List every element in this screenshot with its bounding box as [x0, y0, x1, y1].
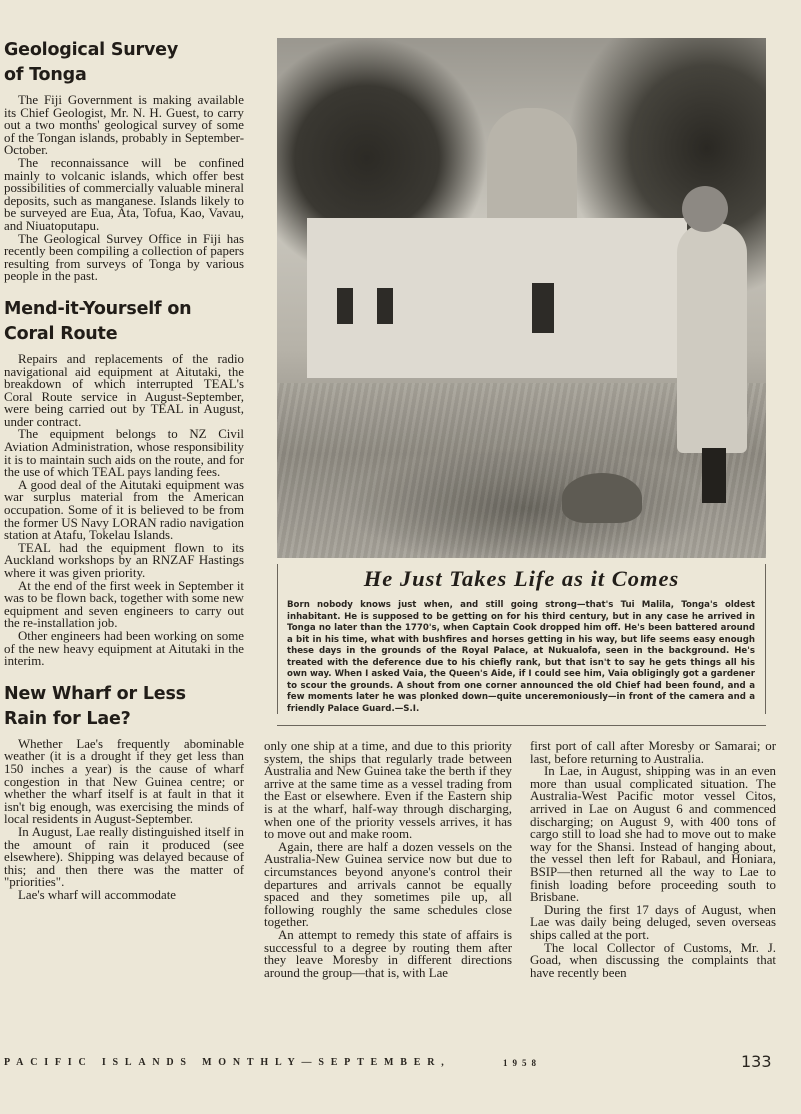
caption-text: Born nobody knows just when, and still going strong—that's Tui Malila, Tonga's oldest inhabitant. He is supposed to be getting on for his third century, but in any case he arrived in Tonga no later than the 1770's, when Captain Cook dropped him off. He's been battered around a bit in his time, what with bushfires and horses getting in his way, but life seems easy enough these days in the grounds of the Royal Palace, at Nukualofa, seen in the background. He's treated with the deference due to his chiefly rank, but that isn't to say he gets things all his own way. When I asked Vaia, the Queen's Aide, if I could see him, Vaia obligingly got a gardener to scour the grounds. A shout from one corner announced the old Chief had been found, and a few moments later he was plonked down—quite unceremoniously—in front of the camera and a friendly Palace Guard.—S.I.	[287, 600, 755, 714]
coral-route-heading: Mend-it-Yourself on Coral Route	[4, 298, 192, 344]
palace-roof	[487, 108, 577, 218]
palace-door	[532, 283, 554, 333]
publication-name: PACIFIC ISLANDS MONTHLY—SEPTEMBER,	[4, 1057, 451, 1068]
caption-border-bottom	[277, 725, 766, 726]
issue-year: 1958	[503, 1058, 541, 1068]
palace-guard-head	[682, 186, 728, 232]
page-number: 133	[741, 1052, 772, 1071]
palace-window	[377, 288, 393, 324]
right-column: first port of call after Moresby or Samarai; or last, before returning to Australia. In Lae, in August, shipping was in an even more than usual complicated situation. The Australia-West Pacific motor vessel Citos, arrived in Lae on August 6 and commenced discharging; on August 9, with 400 tons of cargo still to load she had to move out to make way for the Shansi. Instead of hanging about, the vessel then left for Rabaul, and Honiara, BSIP—then returned all the way to Lae to finish loading before proceeding south to Brisbane. During the first 17 days of August, when Lae was daily being deluged, seven overseas ships called at the port. The local Collector of Customs, Mr. J. Goad, when discussing the complaints that have recently been	[530, 739, 776, 980]
royal-palace	[307, 218, 687, 378]
geological-survey-body: The Fiji Government is making available its Chief Geologist, Mr. N. H. Guest, to carry out a two months' geological survey of some of the Tongan islands, probably in September-October. The reconnaissance will be confined mainly to volcanic islands, which offer best possibilities of commercially valuable mineral deposits, such as manganese. Islands likely to be surveyed are Eua, Ata, Tofua, Kao, Vavau, and Niuatoputapu. The Geological Survey Office in Fiji has recently been compiling a collection of papers resulting from surveys of Tonga by various people in the past.	[4, 93, 244, 284]
caption-title: He Just Takes Life as it Comes	[363, 566, 680, 591]
lae-wharf-body: Whether Lae's frequently abominable weather (it is a drought if they get less than 150 inches a year) is the cause of wharf congestion in that New Guinea centre; or whether the wharf itself is at fault in that it isn't big enough, was exercising the minds of local residents in August-September. In August, Lae really distinguished itself in the amount of rain it produced (see elsewhere). Shipping was delayed because of this; and then there was the matter of "priorities". Lae's wharf will accommodate	[4, 736, 244, 902]
geological-survey-heading: Geological Survey of Tonga	[4, 40, 179, 85]
palace-guard	[677, 223, 747, 453]
palace-window	[337, 288, 353, 324]
photo-caption	[277, 558, 766, 726]
tortoise-palace-photo	[277, 38, 766, 558]
left-column	[4, 38, 244, 901]
coral-route-body: Repairs and replacements of the radio navigational aid equipment at Aitutaki, the breakdown of which interrupted TEAL's Coral Route service in August-September, were being carried out by TEAL in August, under contract. The equipment belongs to NZ Civil Aviation Administration, whose responsibility it is to maintain such aids on the route, and for the use of which TEAL pays landing fees. A good deal of the Aitutaki equipment was war surplus material from the American occupation. Some of it is believed to be from the former US Navy LORAN radio navigation station at Atafu, Tokelau Islands. TEAL had the equipment flown to its Auckland workshops by an RNZAF Hastings where it was given priority. At the end of the first week in September it was to be flown back, together with some new equipment and seven engineers to carry out the re-installation job. Other engineers had been working on some of the new heavy equipment at Aitutaki in the interim.	[4, 351, 244, 669]
palace-guard-legs	[702, 448, 726, 503]
middle-column: only one ship at a time, and due to this priority system, the ships that regularly trade between Australia and New Guinea take the berth if they arrive at the same time as a vessel trading from the East or elsewhere. Even if the Eastern ship is at the wharf, half-way through discharging, when one of the priority vessels arrives, it has to move out and make room. Again, there are half a dozen vessels on the Australia-New Guinea service now but due to circumstances beyond anyone's control their departures and arrivals cannot be equally spaced and they sometimes pile up, all following roughly the same schedules close together. An attempt to remedy this state of affairs is successful to a degree by routing them after they leave Moresby in different directions around the group—that is, with Lae	[264, 739, 512, 980]
lae-wharf-heading: New Wharf or Less Rain for Lae?	[4, 683, 186, 729]
page-footer	[0, 1053, 801, 1075]
tortoise	[562, 473, 642, 523]
